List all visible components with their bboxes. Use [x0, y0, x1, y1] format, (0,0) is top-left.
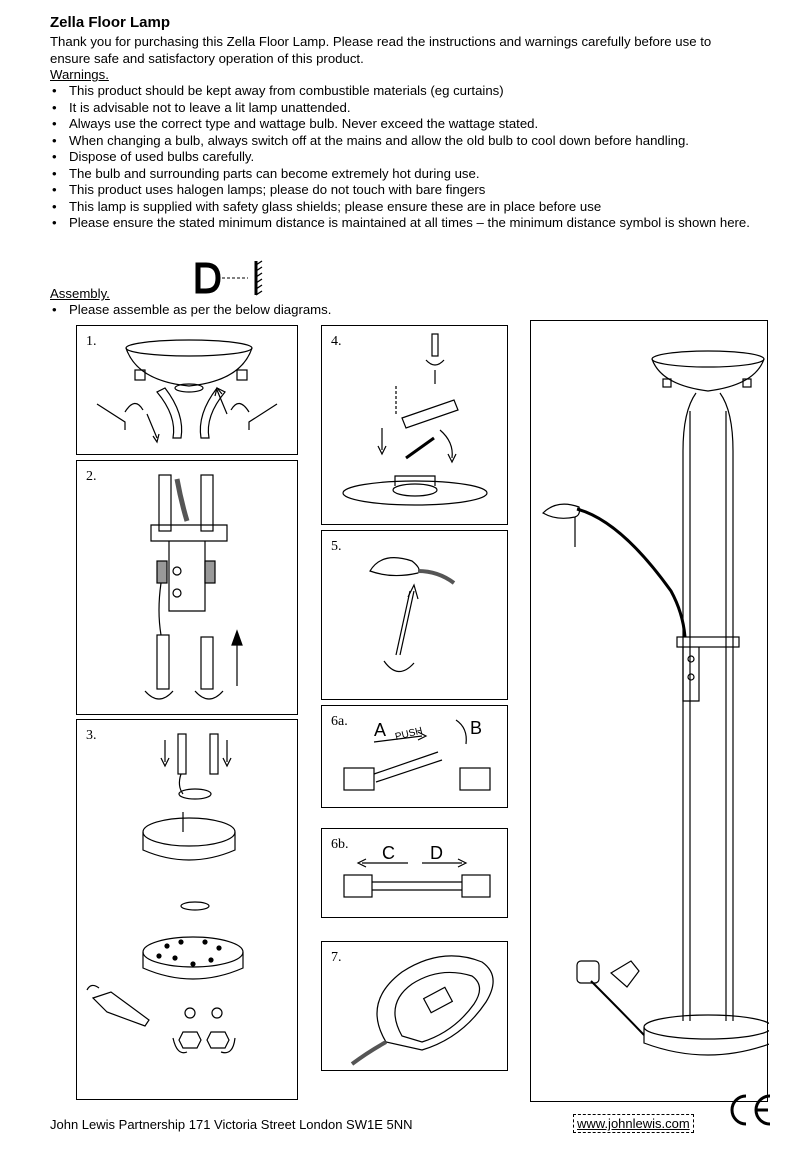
- diagram-number: 6b.: [331, 837, 349, 852]
- warning-item: • Dispose of used bulbs carefully.: [50, 149, 750, 166]
- diagram-number: 1.: [86, 334, 97, 349]
- bulb-seated-illustration: [322, 829, 509, 919]
- warnings-heading: Warnings.: [50, 67, 109, 82]
- warnings-list: [50, 83, 750, 232]
- stem-connector-illustration: [77, 461, 299, 716]
- reading-arm-illustration: [322, 531, 509, 701]
- floor-lamp-illustration: [531, 321, 769, 1103]
- ce-mark: [724, 1090, 774, 1135]
- label-b: B: [470, 718, 483, 738]
- warning-item: • This product should be kept away from combustible materials (eg curtains): [50, 83, 750, 100]
- diagram-number: 5.: [331, 539, 342, 554]
- ce-mark-icon: [724, 1090, 774, 1130]
- diagram-panel-7: [321, 941, 508, 1071]
- assembly-instruction: [50, 302, 331, 317]
- label-push: PUSH: [394, 725, 424, 743]
- label-d: D: [430, 843, 443, 863]
- diagram-panel-assembled-lamp: [530, 320, 768, 1102]
- diagram-number: 6a.: [331, 714, 348, 729]
- assembly-heading: Assembly.: [50, 286, 110, 301]
- warning-item: • This lamp is supplied with safety glass shields; please ensure these are in place before use: [50, 199, 750, 216]
- diagram-panel-2: [76, 460, 298, 715]
- warning-item: • This product uses halogen lamps; please do not touch with bare fingers: [50, 182, 750, 199]
- minimum-distance-icon: [192, 259, 266, 297]
- diagram-panel-5: [321, 530, 508, 700]
- label-a: A: [374, 720, 387, 740]
- diagram-panel-6b: [321, 828, 508, 918]
- footer-address: John Lewis Partnership 171 Victoria Street London SW1E 5NN: [50, 1117, 413, 1132]
- diagram-number: 3.: [86, 728, 97, 743]
- diagram-number: 2.: [86, 469, 97, 484]
- warning-item: • When changing a bulb, always switch off at the mains and allow the old bulb to cool down before handling.: [50, 133, 750, 150]
- bulb-insert-illustration: [322, 706, 509, 809]
- diagram-panel-1: [76, 325, 298, 455]
- diagram-panel-3: [76, 719, 298, 1100]
- bowl-shade-attach-illustration: [77, 326, 299, 456]
- page-title: Zella Floor Lamp: [50, 14, 171, 31]
- diagram-panel-6a: [321, 705, 508, 808]
- diagram-panel-4: [321, 325, 508, 525]
- warning-item: • The bulb and surrounding parts can become extremely hot during use.: [50, 166, 750, 183]
- website-link[interactable]: www.johnlewis.com: [573, 1114, 694, 1133]
- shade-head-illustration: [322, 942, 509, 1072]
- base-assembly-illustration: [77, 720, 299, 1101]
- bullet-glyph: •: [52, 302, 57, 317]
- diagram-number: 7.: [331, 950, 342, 965]
- warning-item: • It is advisable not to leave a lit lamp unattended.: [50, 100, 750, 117]
- warning-item: • Please ensure the stated minimum distance is maintained at all times – the minimum distance symbol is shown here.: [50, 215, 750, 232]
- assembly-instruction-text: Please assemble as per the below diagrams.: [69, 302, 332, 317]
- intro-paragraph: Thank you for purchasing this Zella Floor Lamp. Please read the instructions and warnings carefully before use to ensure safe and satisfactory operation of this product.: [50, 34, 712, 66]
- label-c: C: [382, 843, 395, 863]
- diagram-number: 4.: [331, 334, 342, 349]
- warning-item: • Always use the correct type and wattage bulb. Never exceed the wattage stated.: [50, 116, 750, 133]
- bulb-holder-illustration: [322, 326, 509, 526]
